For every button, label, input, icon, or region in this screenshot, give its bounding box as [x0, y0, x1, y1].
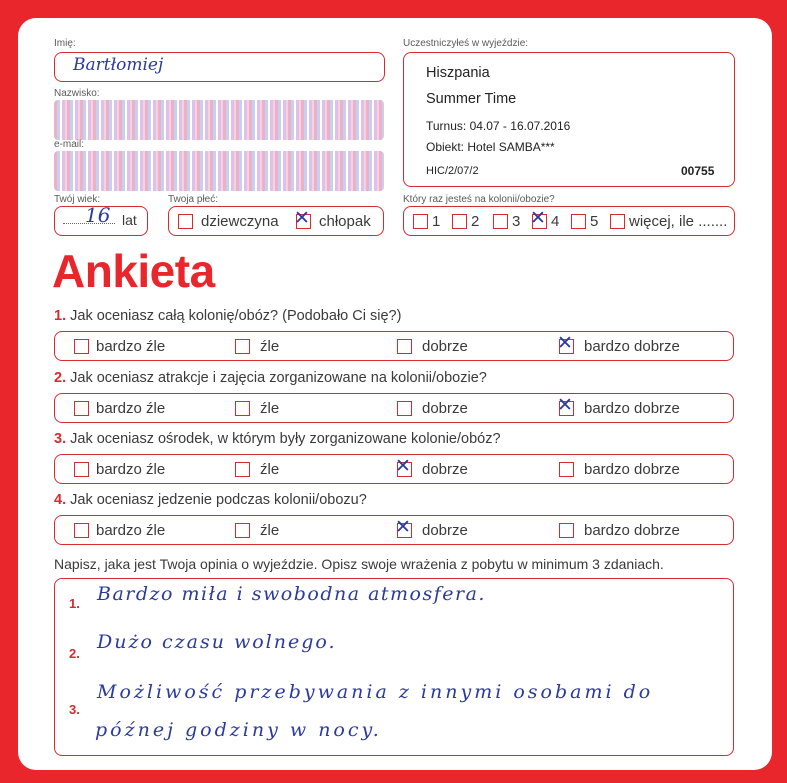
gender-girl-checkbox[interactable]	[178, 214, 193, 229]
age-unit: lat	[122, 212, 137, 228]
name-value: Bartłomiej	[73, 55, 164, 75]
answer-row-1	[54, 331, 734, 361]
q2-option-4-label: bardzo dobrze	[584, 400, 680, 417]
q3-option-2-label: źle	[260, 461, 280, 478]
times-more-checkbox[interactable]	[610, 214, 625, 229]
q1-option-4-checkbox[interactable]	[557, 332, 574, 354]
q4-option-3-checkbox[interactable]	[395, 516, 412, 538]
check-mark-icon: ✕	[294, 207, 310, 229]
opinion-line-1-text: Bardzo miła i swobodna atmosfera.	[97, 583, 486, 605]
times-1-checkbox[interactable]	[413, 214, 428, 229]
opinion-line-3-text-a: Możliwość przebywania z innymi osobami do	[97, 681, 654, 703]
q1-option-2-label: źle	[260, 338, 280, 355]
surname-redacted	[54, 100, 384, 140]
question-1: 1. Jak oceniasz całą kolonię/obóz? (Podobało Ci się?)	[54, 308, 402, 324]
q4-option-4-label: bardzo dobrze	[584, 522, 680, 539]
q4-option-1-checkbox[interactable]	[74, 523, 89, 538]
q4-option-2-label: źle	[260, 522, 280, 539]
q2-option-4-checkbox[interactable]	[557, 394, 574, 416]
surname-label: Nazwisko:	[54, 88, 100, 99]
gender-boy-label: chłopak	[319, 213, 371, 230]
opinion-line-3-number: 3.	[69, 702, 80, 717]
question-2: 2. Jak oceniasz atrakcje i zajęcia zorganizowane na kolonii/obozie?	[54, 370, 487, 386]
age-label: Twój wiek:	[54, 194, 101, 205]
times-label: Który raz jesteś na kolonii/obozie?	[403, 194, 555, 205]
q1-option-1-label: bardzo źle	[96, 338, 166, 355]
q3-option-3-checkbox[interactable]	[395, 455, 412, 477]
q3-option-2-checkbox[interactable]	[235, 462, 250, 477]
question-3: 3. Jak oceniasz ośrodek, w którym były zorganizowane kolonie/obóz?	[54, 431, 501, 447]
q3-option-4-checkbox[interactable]	[559, 462, 574, 477]
answer-row-4	[54, 515, 734, 545]
q2-option-2-label: źle	[260, 400, 280, 417]
trip-object: Obiekt: Hotel SAMBA***	[426, 140, 555, 154]
email-redacted	[54, 151, 384, 191]
q2-option-2-checkbox[interactable]	[235, 401, 250, 416]
q1-option-2-checkbox[interactable]	[235, 339, 250, 354]
form-card	[18, 18, 772, 770]
check-mark-icon: ✕	[395, 516, 411, 538]
q1-option-3-checkbox[interactable]	[397, 339, 412, 354]
times-5-checkbox[interactable]	[571, 214, 586, 229]
q4-option-2-checkbox[interactable]	[235, 523, 250, 538]
q2-option-3-label: dobrze	[422, 400, 468, 417]
times-1-label: 1	[432, 213, 441, 230]
trip-label: Uczestniczyłeś w wyjeździe:	[403, 38, 529, 49]
q3-option-1-checkbox[interactable]	[74, 462, 89, 477]
trip-number: 00755	[681, 164, 715, 178]
answer-row-2	[54, 393, 734, 423]
gender-field	[168, 206, 384, 236]
gender-girl-label: dziewczyna	[201, 213, 279, 230]
age-value: 16	[85, 203, 111, 227]
times-5-label: 5	[590, 213, 599, 230]
check-mark-icon: ✕	[395, 455, 411, 477]
q1-option-1-checkbox[interactable]	[74, 339, 89, 354]
opinion-line-3-text-b: późnej godziny w nocy.	[95, 719, 382, 741]
times-2-checkbox[interactable]	[452, 214, 467, 229]
question-4: 4. Jak oceniasz jedzenie podczas kolonii/obozu?	[54, 492, 367, 508]
check-mark-icon: ✕	[557, 332, 573, 354]
q4-option-3-label: dobrze	[422, 522, 468, 539]
trip-country: Hiszpania	[426, 65, 490, 81]
q3-option-3-label: dobrze	[422, 461, 468, 478]
times-4-label: 4	[551, 213, 560, 230]
opinion-line-2-text: Dużo czasu wolnego.	[97, 631, 337, 653]
q2-option-1-label: bardzo źle	[96, 400, 166, 417]
q4-option-4-checkbox[interactable]	[559, 523, 574, 538]
trip-box	[403, 52, 735, 187]
opinion-box[interactable]	[54, 578, 734, 756]
times-2-label: 2	[471, 213, 480, 230]
opinion-line-2-number: 2.	[69, 646, 80, 661]
trip-code: HIC/2/07/2	[426, 165, 479, 177]
age-field[interactable]	[54, 203, 148, 236]
q1-option-4-label: bardzo dobrze	[584, 338, 680, 355]
times-3-label: 3	[512, 213, 521, 230]
times-3-checkbox[interactable]	[493, 214, 508, 229]
page-title: Ankieta	[52, 245, 215, 297]
name-field[interactable]	[54, 52, 385, 82]
q3-option-1-label: bardzo źle	[96, 461, 166, 478]
email-label: e-mail:	[54, 139, 85, 150]
name-label: Imię:	[54, 38, 76, 49]
times-more-label: więcej, ile .......	[629, 213, 728, 230]
q2-option-1-checkbox[interactable]	[74, 401, 89, 416]
check-mark-icon: ✕	[530, 207, 546, 229]
answer-row-3	[54, 454, 734, 484]
trip-turnus: Turnus: 04.07 - 16.07.2016	[426, 119, 571, 133]
opinion-line-1-number: 1.	[69, 596, 80, 611]
times-4-checkbox[interactable]	[530, 207, 547, 229]
q3-option-4-label: bardzo dobrze	[584, 461, 680, 478]
q1-option-3-label: dobrze	[422, 338, 468, 355]
q4-option-1-label: bardzo źle	[96, 522, 166, 539]
gender-label: Twoja płeć:	[168, 194, 219, 205]
check-mark-icon: ✕	[557, 394, 573, 416]
times-field	[403, 206, 735, 236]
opinion-prompt: Napisz, jaka jest Twoja opinia o wyjeździe. Opisz swoje wrażenia z pobytu w minimum 3 zdaniach.	[54, 556, 664, 572]
trip-program: Summer Time	[426, 91, 517, 107]
q2-option-3-checkbox[interactable]	[397, 401, 412, 416]
gender-boy-checkbox[interactable]	[294, 207, 311, 229]
